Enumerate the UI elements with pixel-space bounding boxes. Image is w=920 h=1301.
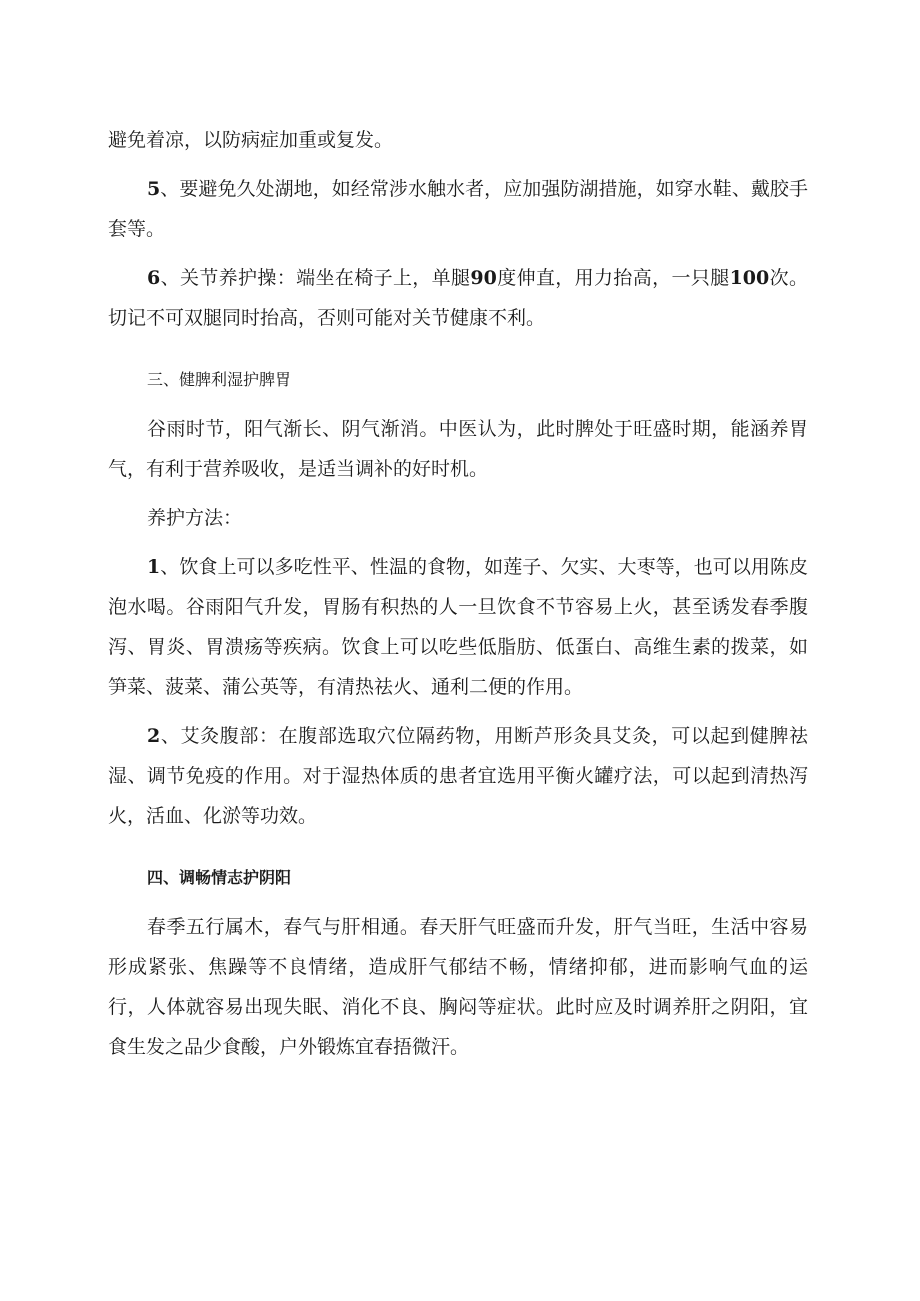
paragraph-text: 春季五行属木，春气与肝相通。春天肝气旺盛而升发，肝气当旺，生活中容易形成紧张、焦躁等不良情绪，造成肝气郁结不畅，情绪抑郁，进而影响气血的运行，人体就容易出现失眠、消化不良、胸闷等症状。此时应及时调养肝之阴阳，宜食生发之品少食酸，户外锻炼宜春捂微汗。 <box>108 916 808 1058</box>
item-text: 、关节养护操：端坐在椅子上，单腿 <box>160 267 471 289</box>
item-number: 1 <box>147 556 161 578</box>
item-number: 6 <box>147 267 161 289</box>
continued-paragraph <box>108 120 808 160</box>
section-4-paragraph <box>108 907 808 1067</box>
section-3-intro <box>108 409 808 489</box>
section-4-heading: 四、调畅情志护阴阳 <box>147 868 292 887</box>
list-item-5 <box>108 169 808 249</box>
item-number-inline: 90 <box>470 267 497 289</box>
item-text: 、要避免久处湖地，如经常涉水触水者，应加强防湖措施，如穿水鞋、戴胶手套等。 <box>108 178 808 240</box>
list-item-6 <box>108 258 808 338</box>
item-number-inline: 100 <box>729 267 770 289</box>
item-text: 度伸直，用力抬高，一只腿 <box>496 267 730 289</box>
item-text: 、艾灸腹部：在腹部选取穴位隔药物，用断芦形灸具艾灸，可以起到健脾祛湿、调节免疫的作用。对于湿热体质的患者宜选用平衡火罐疗法，可以起到清热泻火，活血、化淤等功效。 <box>108 725 808 827</box>
paragraph-text: 避免着凉，以防病症加重或复发。 <box>108 129 394 151</box>
section-3-heading: 三、健脾利湿护脾胃 <box>147 370 292 389</box>
item-text: 次。切记不可双腿同时抬高，否则可能对关节健康不利。 <box>108 267 808 329</box>
document-body <box>108 120 808 1067</box>
paragraph-text: 谷雨时节，阳气渐长、阴气渐消。中医认为，此时脾处于旺盛时期，能涵养胃气，有利于营养吸收，是适当调补的好时机。 <box>108 418 808 480</box>
item-number: 2 <box>147 725 161 747</box>
methods-label <box>108 498 808 538</box>
item-text: 、饮食上可以多吃性平、性温的食物，如莲子、欠实、大枣等，也可以用陈皮泡水喝。谷雨阳气升发，胃肠有积热的人一旦饮食不节容易上火，甚至诱发春季腹泻、胃炎、胃溃疡等疾病。饮食上可以吃些低脂肪、低蛋白、高维生素的拨菜，如笋菜、菠菜、蒲公英等，有清热祛火、通利二便的作用。 <box>108 556 808 698</box>
item-number: 5 <box>147 178 161 200</box>
list-item-2 <box>108 716 808 836</box>
list-item-1 <box>108 547 808 707</box>
paragraph-text: 养护方法： <box>147 507 243 529</box>
